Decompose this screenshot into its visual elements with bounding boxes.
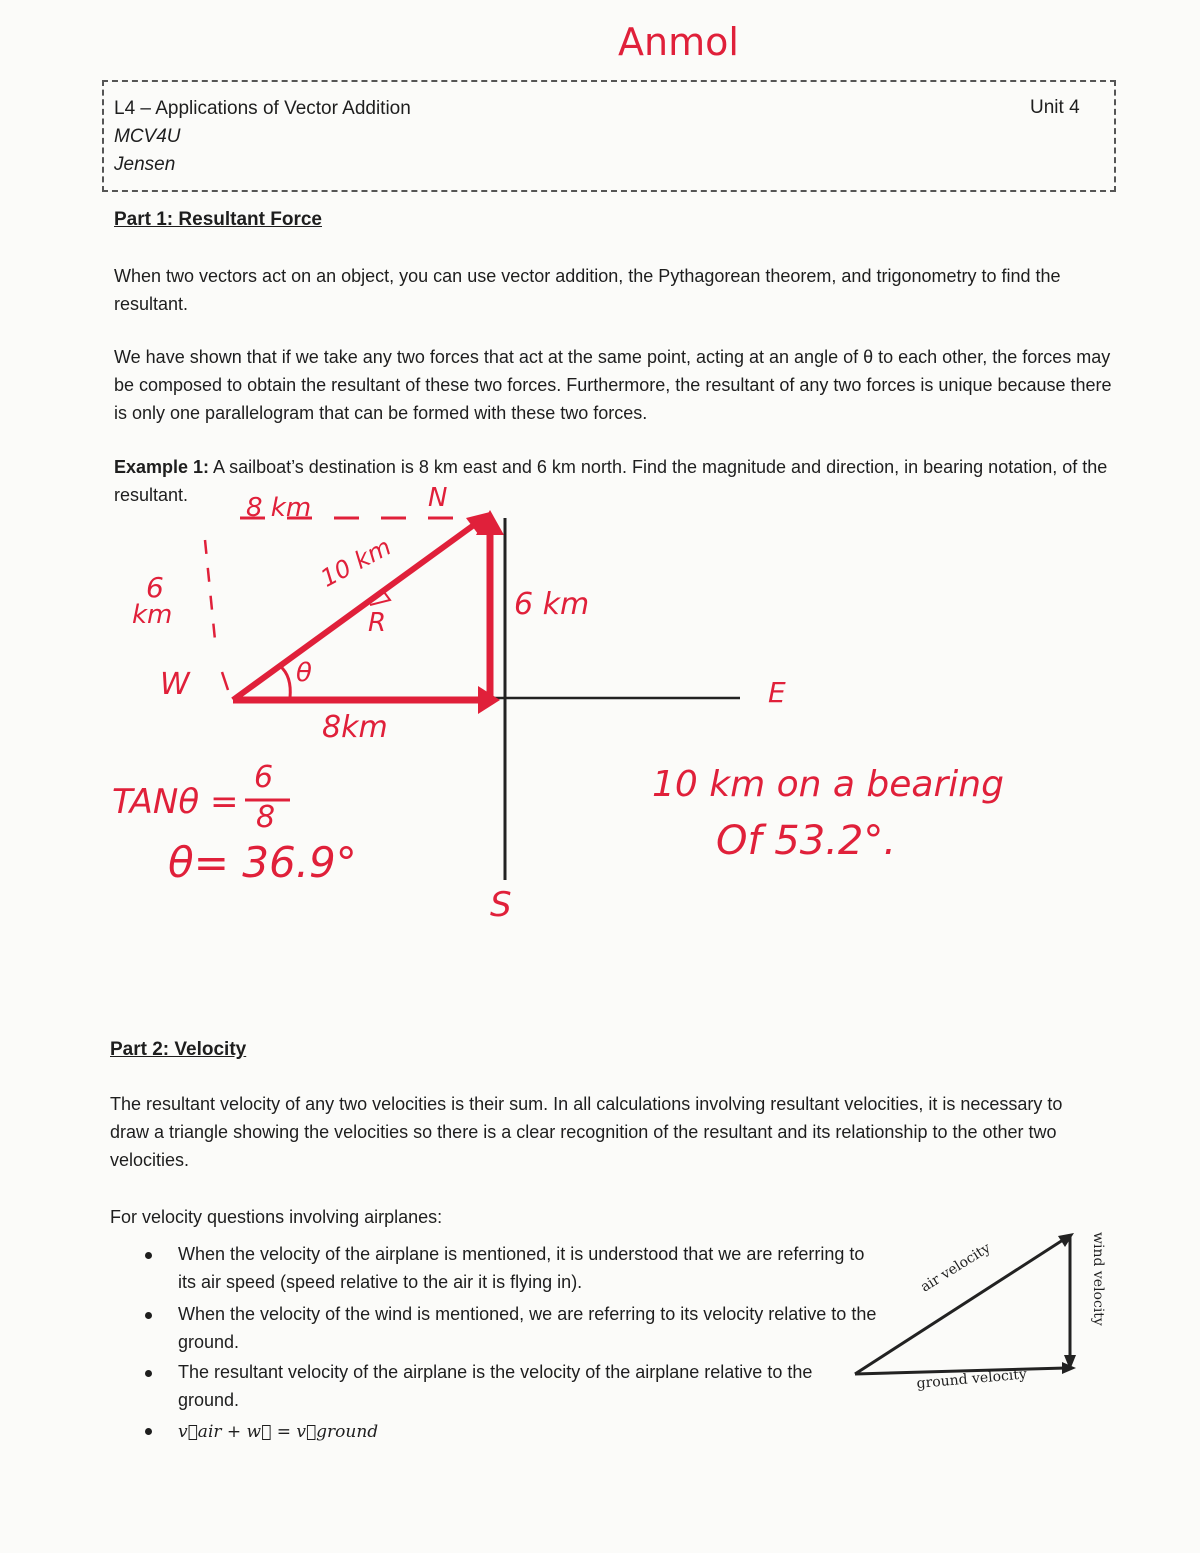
student-name: Anmol xyxy=(618,20,739,64)
tan-equation-lhs: TANθ = xyxy=(112,782,239,822)
example-1-label: Example 1: xyxy=(114,457,210,477)
north-label: N xyxy=(428,483,448,513)
right-6km-label: 6 km xyxy=(514,587,590,622)
wind-velocity-label: wind velocity xyxy=(1090,1232,1106,1326)
unit-label: Unit 4 xyxy=(1030,97,1080,118)
south-label: S xyxy=(490,885,512,925)
left-km-label: km xyxy=(132,600,173,630)
answer-line-1: 10 km on a bearing xyxy=(652,764,1004,805)
part1-paragraph-2: We have shown that if we take any two forces that act at the same point, acting at an angle of θ to each other, the forces may be composed to obtain the resultant of these two forces. Furthermore, the resultant of any two forces is unique because there is only one parallelogram that can be formed with these two forces. xyxy=(114,347,1112,423)
answer-line-2: Of 53.2°. xyxy=(716,818,897,864)
part2-heading: Part 2: Velocity xyxy=(110,1039,247,1060)
vector-equation: v⃗air + w⃗ = v⃗ground xyxy=(178,1422,379,1442)
part1-heading: Part 1: Resultant Force xyxy=(114,209,322,230)
theta-label: θ xyxy=(296,658,312,688)
east-label: E xyxy=(768,676,786,709)
part2-intro: For velocity questions involving airplanes: xyxy=(110,1207,443,1227)
resultant-length-label: 10 km xyxy=(316,532,396,593)
bullet-1-text: When the velocity of the airplane is mentioned, it is understood that we are referring to its air speed (speed relative to the air it is flying in). xyxy=(178,1244,865,1292)
part1-paragraph-1: When two vectors act on an object, you can use vector addition, the Pythagorean theorem, and trigonometry to find the resultant. xyxy=(114,266,1061,314)
example-1-text: A sailboat’s destination is 8 km east and 6 km north. Find the magnitude and direction, in bearing notation, of the resultant. xyxy=(114,457,1108,505)
lesson-title: L4 – Applications of Vector Addition xyxy=(114,98,411,119)
air-velocity-label: air velocity xyxy=(918,1240,994,1296)
bottom-8km-label: 8km xyxy=(322,710,388,745)
part2-paragraph-1: The resultant velocity of any two velocities is their sum. In all calculations involving resultant velocities, it is necessary to draw a triangle showing the velocities so there is a clear recognition of the resultant and its relationship to the other two velocities. xyxy=(110,1094,1063,1170)
top-8km-label: 8 km xyxy=(246,493,312,523)
left-6-label: 6 xyxy=(146,571,164,604)
bullet-3-text: The resultant velocity of the airplane is the velocity of the airplane relative to the ground. xyxy=(178,1362,813,1410)
theta-result: θ= 36.9° xyxy=(168,838,357,887)
tan-denominator: 8 xyxy=(256,800,276,835)
teacher-name: Jensen xyxy=(114,154,176,175)
resultant-symbol: R xyxy=(368,608,387,638)
bullet-2-text: When the velocity of the wind is mentioned, we are referring to its velocity relative to the ground. xyxy=(178,1304,877,1352)
ground-velocity-label: ground velocity xyxy=(916,1366,1028,1392)
course-code: MCV4U xyxy=(114,126,181,147)
tan-numerator: 6 xyxy=(254,760,274,795)
west-label: W xyxy=(160,667,190,702)
